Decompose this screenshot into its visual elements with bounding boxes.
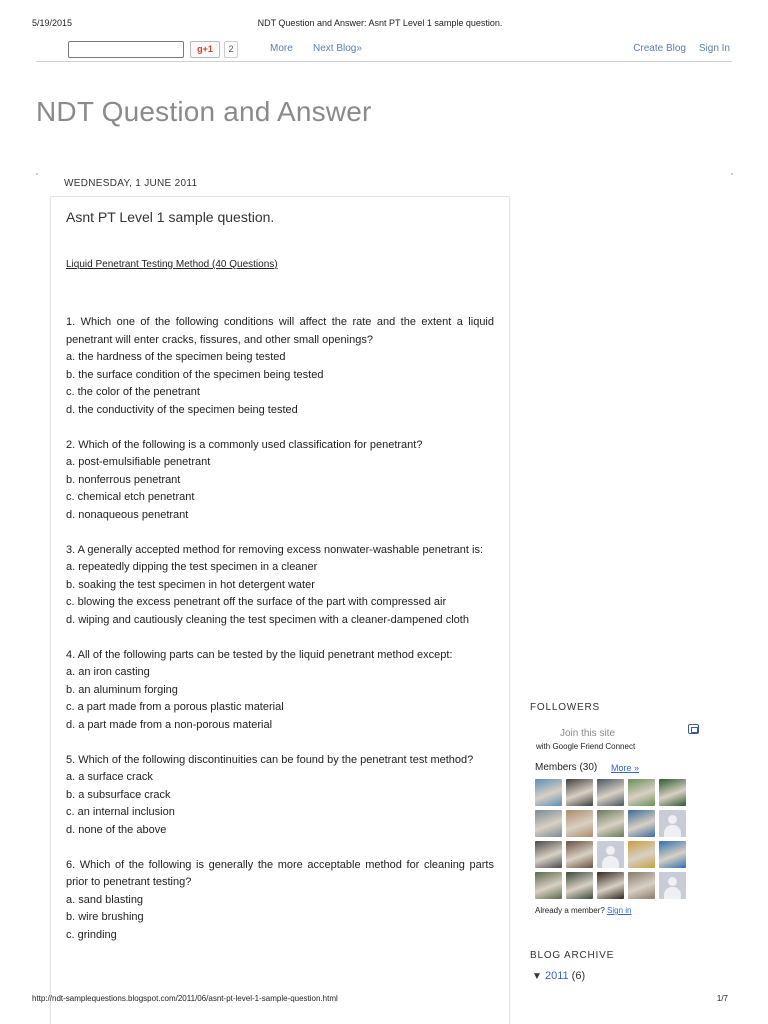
blogger-navbar bbox=[36, 40, 732, 62]
question-text: 2. Which of the following is a commonly used classification for penetrant? bbox=[66, 438, 423, 451]
answer-option: c. a part made from a porous plastic material bbox=[66, 701, 284, 713]
answer-option: d. a part made from a non-porous material bbox=[66, 718, 273, 731]
member-avatar[interactable] bbox=[566, 841, 593, 868]
print-header bbox=[32, 18, 728, 32]
next-blog-link[interactable]: Next Blog» bbox=[313, 43, 362, 54]
question-block bbox=[66, 857, 494, 945]
answer-option: c. the color of the penetrant bbox=[66, 386, 200, 398]
question-block bbox=[66, 542, 494, 630]
member-avatar[interactable] bbox=[566, 810, 593, 837]
members-count: Members (30) bbox=[535, 762, 598, 773]
answer-option: c. chemical etch penetrant bbox=[66, 491, 195, 503]
question-block bbox=[66, 647, 494, 735]
join-site-link[interactable]: Join this site bbox=[560, 728, 616, 739]
sign-in-link[interactable]: Sign In bbox=[698, 43, 730, 54]
print-date: 5/19/2015 bbox=[32, 18, 73, 28]
divider-dot bbox=[731, 173, 733, 175]
question-text: 3. A generally accepted method for removing excess nonwater-washable penetrant is: bbox=[66, 543, 484, 556]
answer-option: d. nonaqueous penetrant bbox=[66, 508, 189, 521]
member-avatar[interactable] bbox=[628, 872, 655, 899]
archive-year-link[interactable]: 2011 bbox=[544, 970, 569, 982]
question-text: 6. Which of the following is generally the more acceptable method for cleaning parts prior to penetrant testing? bbox=[66, 858, 494, 888]
answer-option: d. wiping and cautiously cleaning the test specimen with a cleaner-dampened cloth bbox=[66, 613, 469, 626]
more-link[interactable]: More bbox=[270, 43, 293, 54]
answer-option: a. the hardness of the specimen being tested bbox=[66, 351, 286, 363]
member-avatar[interactable] bbox=[659, 779, 686, 806]
archive-year-count: (6) bbox=[568, 970, 586, 982]
google-plus-button[interactable]: g+1 bbox=[190, 41, 220, 58]
question-block bbox=[66, 314, 494, 419]
member-avatar[interactable] bbox=[597, 810, 624, 837]
question-block bbox=[66, 437, 494, 525]
google-plus-count: 2 bbox=[224, 41, 238, 58]
print-footer bbox=[32, 994, 728, 1003]
member-avatar[interactable] bbox=[597, 779, 624, 806]
question-text: 5. Which of the following discontinuities can be found by the penetrant test method? bbox=[66, 753, 474, 766]
question-text: 1. Which one of the following conditions will affect the rate and the extent a liquid penetrant will enter cracks, fissures, and other small openings? bbox=[66, 316, 494, 346]
member-avatar[interactable] bbox=[659, 872, 686, 899]
blog-archive-heading: BLOG ARCHIVE bbox=[530, 950, 615, 961]
answer-option: d. the conductivity of the specimen being tested bbox=[66, 403, 298, 416]
collapse-triangle-icon[interactable]: ▼ bbox=[532, 971, 542, 982]
member-avatar[interactable] bbox=[566, 779, 593, 806]
question-text: 4. All of the following parts can be tested by the liquid penetrant method except: bbox=[66, 648, 453, 661]
answer-option: a. an iron casting bbox=[66, 666, 150, 678]
archive-year-item[interactable] bbox=[532, 970, 732, 982]
google-friend-connect-text: with Google Friend Connect bbox=[536, 742, 636, 751]
post-date-header: WEDNESDAY, 1 JUNE 2011 bbox=[64, 178, 198, 189]
answer-option: a. a surface crack bbox=[66, 771, 153, 783]
answer-option: b. soaking the test specimen in hot detergent water bbox=[66, 578, 315, 591]
answer-option: a. sand blasting bbox=[66, 893, 144, 906]
member-avatar[interactable] bbox=[659, 841, 686, 868]
answer-option: b. an aluminum forging bbox=[66, 683, 178, 696]
followers-heading: FOLLOWERS bbox=[530, 702, 600, 713]
post-container bbox=[50, 196, 510, 1024]
answer-option: a. post-emulsifiable penetrant bbox=[66, 456, 211, 468]
member-avatar[interactable] bbox=[628, 779, 655, 806]
answer-option: a. repeatedly dipping the test specimen in a cleaner bbox=[66, 561, 318, 573]
create-blog-link[interactable]: Create Blog bbox=[633, 43, 686, 54]
member-avatar[interactable] bbox=[659, 810, 686, 837]
answer-option: c. blowing the excess penetrant off the surface of the part with compressed air bbox=[66, 596, 447, 608]
blog-title[interactable]: NDT Question and Answer bbox=[36, 96, 372, 127]
answer-option: c. grinding bbox=[66, 928, 117, 941]
members-more-link[interactable]: More » bbox=[611, 763, 640, 773]
popup-window-icon[interactable] bbox=[688, 724, 699, 734]
already-member-text bbox=[535, 906, 735, 915]
member-avatar[interactable] bbox=[628, 841, 655, 868]
post-subtitle: Liquid Penetrant Testing Method (40 Questions) bbox=[66, 259, 278, 270]
member-avatar[interactable] bbox=[535, 841, 562, 868]
already-member-label: Already a member? bbox=[535, 906, 608, 915]
question-block bbox=[66, 752, 494, 840]
answer-option: c. an internal inclusion bbox=[66, 806, 175, 818]
post-title[interactable]: Asnt PT Level 1 sample question. bbox=[66, 209, 275, 225]
print-page-title: NDT Question and Answer: Asnt PT Level 1 sample question. bbox=[257, 18, 503, 28]
member-avatar[interactable] bbox=[597, 841, 624, 868]
answer-option: b. the surface condition of the specimen being tested bbox=[66, 368, 324, 381]
answer-option: b. nonferrous penetrant bbox=[66, 473, 181, 486]
answer-option: d. none of the above bbox=[66, 823, 167, 836]
answer-option: b. a subsurface crack bbox=[66, 788, 171, 801]
answer-option: b. wire brushing bbox=[66, 911, 144, 923]
divider-dot bbox=[36, 173, 38, 175]
search-input[interactable] bbox=[68, 41, 184, 58]
member-avatars-grid bbox=[535, 779, 690, 899]
member-avatar[interactable] bbox=[535, 872, 562, 899]
member-avatar[interactable] bbox=[535, 810, 562, 837]
member-avatar[interactable] bbox=[566, 872, 593, 899]
followers-sign-in-link[interactable]: Sign in bbox=[607, 906, 632, 915]
member-avatar[interactable] bbox=[535, 779, 562, 806]
print-page-number: 1/7 bbox=[716, 994, 728, 1003]
print-url: http://ndt-samplequestions.blogspot.com/2011/06/asnt-pt-level-1-sample-question.html bbox=[32, 994, 338, 1003]
member-avatar[interactable] bbox=[628, 810, 655, 837]
member-avatar[interactable] bbox=[597, 872, 624, 899]
post-body bbox=[66, 314, 494, 962]
